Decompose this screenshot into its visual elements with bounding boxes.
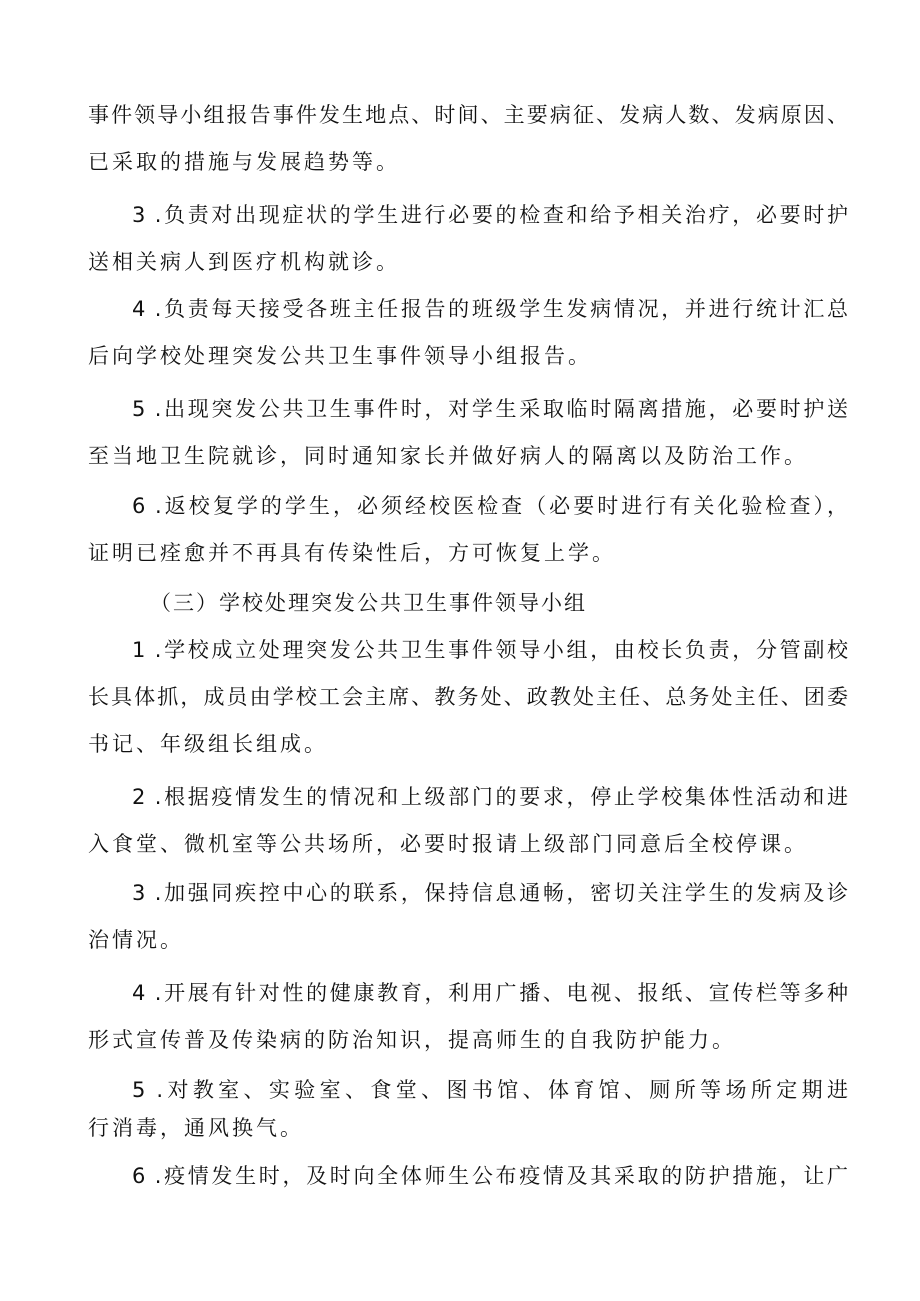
list-item-4-line-2: 后向学校处理突发公共卫生事件领导小组报告。 bbox=[88, 344, 592, 368]
paragraph-line: 事件领导小组报告事件发生地点、时间、主要病征、发病人数、发病原因、 bbox=[88, 103, 848, 127]
list-item-4-line-1: 4 .负责每天接受各班主任报告的班级学生发病情况，并进行统计汇总 bbox=[132, 297, 848, 321]
section-item-3-line-2: 治情况。 bbox=[88, 928, 184, 952]
list-item-5-line-1: 5 .出现突发公共卫生事件时，对学生采取临时隔离措施，必要时护送 bbox=[132, 397, 848, 421]
section-heading: （三）学校处理突发公共卫生事件领导小组 bbox=[150, 591, 587, 615]
list-item-6-line-1: 6 .返校复学的学生，必须经校医检查（必要时进行有关化验检查）， bbox=[132, 494, 848, 518]
section-item-3-line-1: 3 .加强同疾控中心的联系，保持信息通畅，密切关注学生的发病及诊 bbox=[132, 881, 848, 905]
paragraph-line: 已采取的措施与发展趋势等。 bbox=[88, 150, 400, 174]
list-item-5-line-2: 至当地卫生院就诊，同时通知家长并做好病人的隔离以及防治工作。 bbox=[88, 444, 808, 468]
section-item-6-line-1: 6 .疫情发生时，及时向全体师生公布疫情及其采取的防护措施，让广 bbox=[132, 1164, 848, 1188]
section-item-2-line-2: 入食堂、微机室等公共场所，必要时报请上级部门同意后全校停课。 bbox=[88, 832, 808, 856]
section-item-4-line-2: 形式宣传普及传染病的防治知识，提高师生的自我防护能力。 bbox=[88, 1028, 736, 1052]
list-item-3-line-2: 送相关病人到医疗机构就诊。 bbox=[88, 250, 400, 274]
section-item-5-line-1: 5 .对教室、实验室、食堂、图书馆、体育馆、厕所等场所定期进 bbox=[132, 1078, 848, 1102]
section-item-1-line-2: 长具体抓，成员由学校工会主席、教务处、政教处主任、总务处主任、团委 bbox=[88, 685, 848, 709]
list-item-6-line-2: 证明已痊愈并不再具有传染性后，方可恢复上学。 bbox=[88, 541, 616, 565]
section-item-1-line-1: 1 .学校成立处理突发公共卫生事件领导小组，由校长负责，分管副校 bbox=[132, 638, 848, 662]
list-item-3-line-1: 3 .负责对出现症状的学生进行必要的检查和给予相关治疗，必要时护 bbox=[132, 203, 848, 227]
section-item-1-line-3: 书记、年级组长组成。 bbox=[88, 732, 328, 756]
section-item-4-line-1: 4 .开展有针对性的健康教育，利用广播、电视、报纸、宣传栏等多种 bbox=[132, 981, 848, 1005]
section-item-5-line-2: 行消毒，通风换气。 bbox=[88, 1116, 304, 1140]
section-item-2-line-1: 2 .根据疫情发生的情况和上级部门的要求，停止学校集体性活动和进 bbox=[132, 785, 848, 809]
